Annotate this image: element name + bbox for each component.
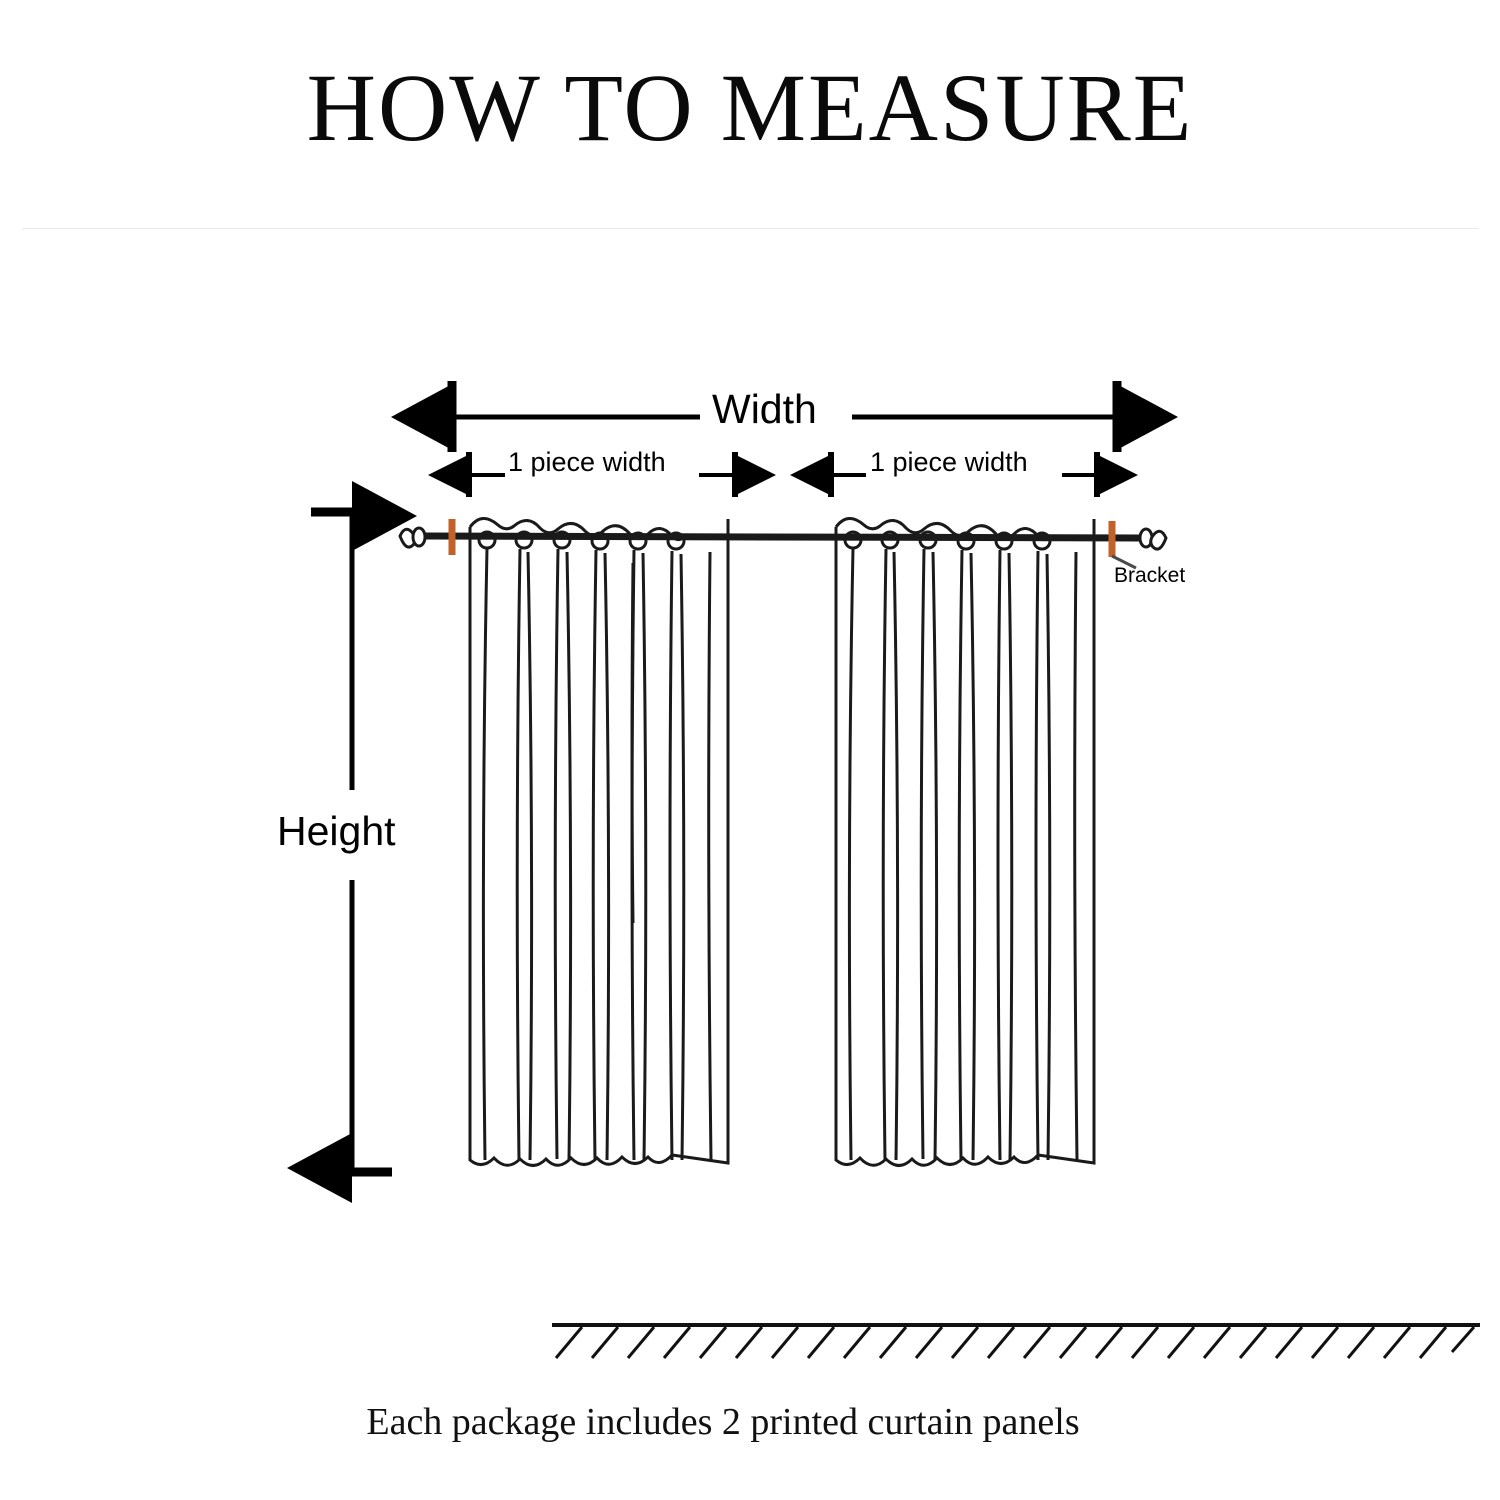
page-title: HOW TO MEASURE [306, 54, 1194, 161]
piece-width-left-label: 1 piece width [508, 447, 666, 477]
curtain-panel-left-icon [470, 518, 728, 1165]
footer-note: Each package includes 2 printed curtain panels [366, 1401, 1080, 1443]
floor-hatching-icon [552, 1325, 1480, 1358]
height-label: Height [277, 808, 396, 854]
bracket-label: Bracket [1114, 564, 1186, 587]
curtain-panel-right-icon [836, 518, 1094, 1165]
width-label: Width [712, 386, 817, 432]
piece-width-right-label: 1 piece width [870, 447, 1028, 477]
